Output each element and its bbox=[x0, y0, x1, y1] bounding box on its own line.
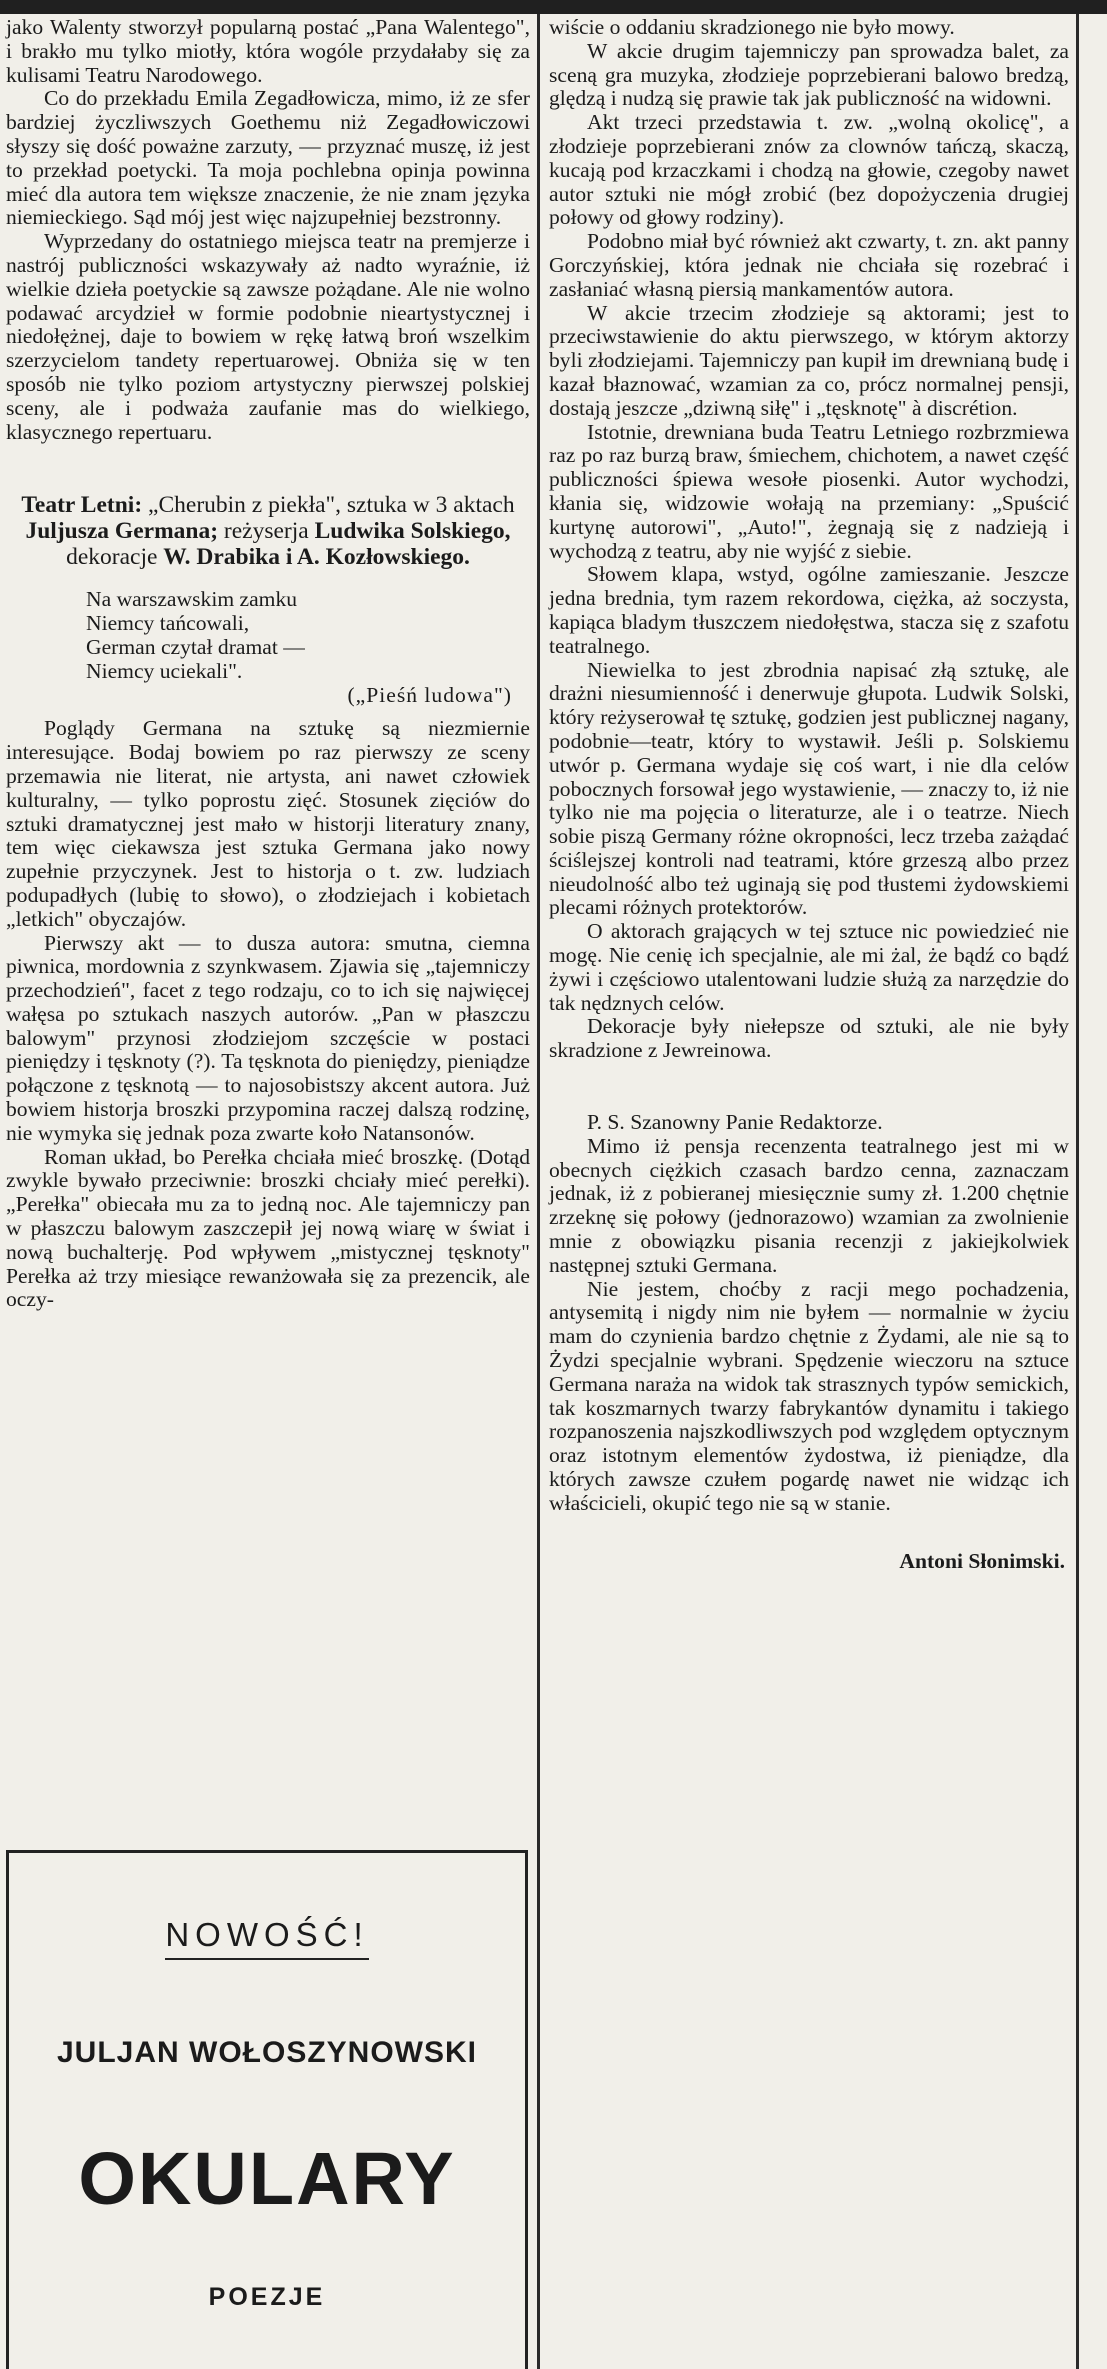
ad-title: OKULARY bbox=[78, 2137, 456, 2220]
paragraph: Wyprzedany do ostatniego miejsca teatr na premjerze i nastrój publiczności wskazywały aż nadto wyraźnie, iż wielkie dzieła poetyckie są zawsze pożądane. Ale nie wolno podawać arcydzieł w formie podobnie nieartystycznej i niedołężnej, daje to bowiem w rękę łatwą broń wszelkim szerzycielom tandety repertuarowej. Obniża się w ten sposób nie tylko poziom artystyczny pierwszej polskiej sceny, ale i podważa zaufanie mas do wielkiego, klasycznego repertuaru. bbox=[6, 229, 530, 444]
epigraph-verse bbox=[86, 588, 530, 707]
ad-genre: POEZJE bbox=[208, 2283, 326, 2311]
verse-line: Niemcy tańcowali, bbox=[86, 611, 250, 636]
paragraph: O aktorach grających w tej sztuce nic powiedzieć nie mogę. Nie cenię ich specjalnie, ale mi żal, że bądź co bądź żywi i częściowo utalentowani ludzie służą za narzędzie do tak nędznych celów. bbox=[549, 919, 1069, 1015]
ad-author: JULJAN WOŁOSZYNOWSKI bbox=[56, 2036, 477, 2069]
paragraph: W akcie trzecim złodzieje są aktorami; jest to przeciwstawienie do aktu pierwszego, w którym aktorzy byli złodziejami. Tajemniczy pan kupił im drewnianą budę i kazał błaznować, wzamian za co, prócz normalnej pensji, dostają jeszcze „dziwną siłę" i „tęsknotę" à discrétion. bbox=[549, 300, 1069, 420]
paragraph: Mimo iż pensja recenzenta teatralnego jest mi w obecnych ciężkich czasach bardzo cenna, zaznaczam jednak, iż z pobieranej miesięcznie sumy zł. 1.200 chętnie zrzeknę się połowy (jednorazowo) wzamian za zwolnienie mnie z obowiązku pisania recenzji z jakiejkolwiek następnej sztuki Germana. bbox=[549, 1133, 1069, 1277]
venue: Teatr Letni: bbox=[21, 492, 143, 519]
designers: W. Drabika i A. Kozłowskiego. bbox=[163, 544, 470, 571]
verse-source: („Pieśń ludowa") bbox=[347, 682, 512, 707]
ad-label: NOWOŚĆ! bbox=[165, 1916, 368, 1960]
paragraph: Pierwszy akt — to dusza autora: smutna, ciemna piwnica, mordownia z szynkwasem. Zjawia się „tajemniczy przechodzień", facet z tego rodzaju, co to ich się najwięcej wałęsa po sztukach naszych autorów. „Pan w płaszczu balowym" przynosi złodziejom szczęście w postaci pieniędzy i tęsknoty (?). Ta tęsknota do pieniędzy, pieniądze połączone z tęsknotą — to najosobistszy akcent autora. Już bowiem historja broszki przypomina raczej dalszą rodzinę, nie wymyka się jednak poza zwarte koło Natansonów. bbox=[6, 930, 530, 1145]
paragraph: Akt trzeci przedstawia t. zw. „wolną okolicę", a złodzieje poprzebierani znów za clownów tańczą, skaczą, kucają pod krzaczkami i chodzą na głowie, czegoby nawet autor sztuki nie mógł zrobić (bez dopożyczenia drugiej połowy od głowy rodziny). bbox=[549, 110, 1069, 230]
paragraph: W akcie drugim tajemniczy pan sprowadza balet, za sceną gra muzyka, złodzieje poprzebierani balowo bredzą, ględzą i nudzą się prawie tak jak publiczność na widowni. bbox=[549, 38, 1069, 111]
verse-line: Na warszawskim zamku bbox=[86, 587, 298, 612]
paragraph: wiście o oddaniu skradzionego nie było mowy. bbox=[549, 15, 955, 39]
right-edge-rule bbox=[1076, 14, 1079, 2369]
verse-line: Niemcy uciekali". bbox=[86, 658, 243, 683]
paragraph: Słowem klapa, wstyd, ogólne zamieszanie. Jeszcze jedna brednia, tym razem rekordowa, ciężka, aż soczysta, kapiąca bladym tłuszczem niedołęstwa, stacza się z szafotu teatralnego. bbox=[549, 562, 1069, 658]
left-column bbox=[6, 16, 530, 1312]
paragraph: Poglądy Germana na sztukę są niezmiernie interesujące. Bodaj bowiem po raz pierwszy ze sceny przemawia nie literat, nie artysta, ani nawet człowiek kulturalny, — tylko poprostu zięć. Stosunek zięciów do sztuki dramatycznej jest mało w historji literatury znany, tem więc ciekawsza jest sztuka Germana jako nowy zupełnie przyczynek. Jest to historja o t. zw. ludziach podupadłych (lubię to słowo), o złodziejach i kobietach „letkich" obyczajów. bbox=[6, 716, 530, 931]
column-divider bbox=[537, 14, 540, 2369]
signature: Antoni Słonimski. bbox=[899, 1548, 1065, 1573]
paragraph: Co do przekładu Emila Zegadłowicza, mimo, iż ze sfer bardziej życzliwszych Goethemu niż Zegadłowiczowi słyszy się dość poważne zarzuty, — przyznać muszę, iż jest to przekład poetycki. Ta moja pochlebna opinja powinna mieć dla autora tem większe znaczenie, że nie znam języka niemieckiego. Sąd mój jest więc najzupełniej bezstronny. bbox=[6, 86, 530, 230]
review-heading: Teatr Letni: „Cherubin z piekła", sztuka w 3 aktach Juljusza Germana; reżyserja Ludwika Solskiego, dekoracje W. Drabika i A. Kozłowskiego. bbox=[21, 492, 515, 571]
book-advertisement bbox=[6, 1850, 528, 2369]
paragraph: Roman układ, bo Perełka chciała mieć broszkę. (Dotąd zwykle bywało przeciwnie: broszki chciały mieć perełki). „Perełka" obiecała mu za to jedną noc. Ale tajemniczy pan w płaszczu balowym zaszczepił jej nową wiarę w świat i nową buchalterję. Pod wpływem „mistycznej tęsknoty" Perełka aż trzy miesiące rewanżowała się za prezencik, ale oczy- bbox=[6, 1144, 530, 1312]
paragraph: Niewielka to jest zbrodnia napisać złą sztukę, ale drażni niesumienność i denerwuje głupota. Ludwik Solski, który reżyserował tę sztukę, godzien jest publicznej nagany, podobnie—teatr, który to wystawił. Jeśli p. Solskiemu utwór p. Germana wydaje się coś wart, i nie dla celów pobocznych forsował jego wystawienie, — znaczy to, iż nie tylko nie ma pojęcia o literaturze, ale i o teatrze. Niech sobie piszą Germany różne okropności, lecz trzeba zażądać ściślejszej kontroli nad teatrami, które grzeszą albo przez nieudolność albo też uginają się pod tłustemi żydowskiemi plecami różnych protektorów. bbox=[549, 657, 1069, 920]
top-rule bbox=[0, 0, 1107, 14]
right-column bbox=[549, 16, 1069, 1573]
paragraph: Podobno miał być również akt czwarty, t. zn. akt panny Gorczyńskiej, która jednak nie chciała się rozebrać i zasłaniać własną piersią mankamentów autora. bbox=[549, 229, 1069, 301]
verse-line: German czytał dramat — bbox=[86, 634, 305, 659]
director: Ludwika Solskiego, bbox=[314, 518, 511, 545]
play-author: Juljusza Germana; bbox=[25, 518, 219, 545]
paragraph: Dekoracje były niełepsze od sztuki, ale nie były skradzione z Jewreinowa. bbox=[549, 1014, 1069, 1063]
postscript-heading: P. S. Szanowny Panie Redaktorze. bbox=[587, 1110, 883, 1135]
paragraph: Istotnie, drewniana buda Teatru Letniego rozbrzmiewa raz po raz burzą braw, śmiechem, chichotem, a nawet część publiczności śpiewa wesołe piosenki. Autor wychodzi, kłania się, widzowie wołają na przemiany: „Spuścić kurtynę autorowi", „Auto!", żegnają się z nadzieją i wychodzą z teatru, aby nie wyjść z siebie. bbox=[549, 419, 1069, 563]
paragraph: Nie jestem, choćby z racji mego pochadzenia, antysemitą i nigdy nim nie byłem — normalnie w życiu mam do czynienia bardzo chętnie z Żydami, ale nie są to Żydzi specjalnie wybrani. Spędzenie wieczoru na sztuce Germana naraża na widok tak strasznych typów semickich, tak koszmarnych twarzy fabrykantów dynamitu i takiego rozpanoszenia najszkodliwszych pod względem optycznym oraz istotnym elementów żydostwa, iż pieniądze, dla których zawsze czułem pogardę nawet nie widząc ich właścicieli, okupić tego nie są w stanie. bbox=[549, 1276, 1069, 1515]
paragraph: jako Walenty stworzył popularną postać „Pana Walentego", i brakło mu tylko miotły, która wogóle przydałaby się za kulisami Teatru Narodowego. bbox=[6, 15, 530, 87]
